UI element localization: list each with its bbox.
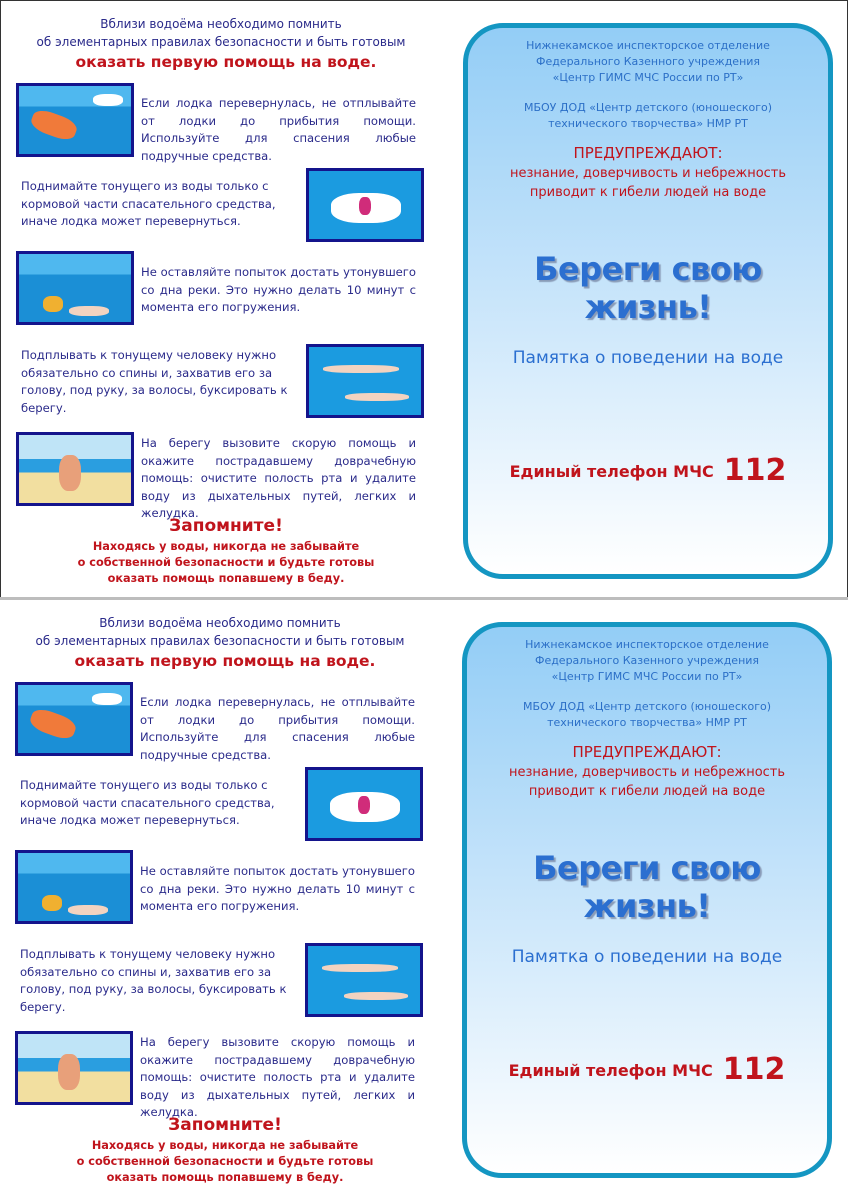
cover-panel (462, 622, 832, 1178)
phone-label: Единый телефон МЧС (509, 462, 714, 481)
warning-line-1: незнание, доверчивость и небрежность (508, 765, 786, 780)
underwater-search-illustration (16, 251, 134, 325)
item-text-2: Поднимайте тонущего из воды только с кормовой части спасательного средства, иначе лодка может перевернуться. (21, 179, 276, 228)
cover-panel (463, 23, 833, 579)
warning-title: ПРЕДУПРЕЖДАЮТ: (573, 144, 723, 162)
emergency-phone (468, 453, 828, 488)
boat-rescue-illustration (305, 767, 423, 841)
beach-first-aid-illustration (15, 1031, 133, 1105)
org2-line-2: технического творчества» НМР РТ (547, 716, 747, 729)
remember-title: Запомните! (168, 1115, 282, 1135)
org1-line-2: Федерального Казенного учреждения (535, 55, 761, 68)
item-text-1: Если лодка перевернулась, не отплывайте от лодки до прибытия помощи. Используйте для спасения любые подручные средства. (140, 695, 415, 762)
warning-line-2: приводит к гибели людей на воде (529, 185, 767, 200)
item-text-4: Подплывать к тонущему человеку нужно обязательно со спины и, захватив его за голову, под руку, за волосы, буксировать к берегу. (20, 947, 287, 1014)
intro-line-2: об элементарных правилах безопасности и быть готовым (35, 634, 405, 648)
cover-title: Береги свою жизнь! (533, 849, 761, 925)
item-text-4: Подплывать к тонущему человеку нужно обязательно со спины и, захватив его за голову, под руку, за волосы, буксировать к берегу. (21, 348, 288, 415)
org1-line-1: Нижнекамское инспекторское отделение (526, 39, 770, 52)
phone-number: 112 (722, 1052, 786, 1087)
cover-subtitle: Памятка о поведении на воде (511, 947, 783, 967)
phone-label: Единый телефон МЧС (508, 1061, 713, 1080)
remember-text (21, 539, 431, 587)
org2-line-1: МБОУ ДОД «Центр детского (юношеского) (523, 101, 773, 114)
beach-first-aid-illustration (16, 432, 134, 506)
org1-line-3: «Центр ГИМС МЧС России по РТ» (552, 71, 744, 84)
remember-line-1: Находясь у воды, никогда не забывайте (92, 540, 360, 553)
item-text-2: Поднимайте тонущего из воды только с кормовой части спасательного средства, иначе лодка может перевернуться. (20, 778, 275, 827)
capsized-boat-illustration (15, 682, 133, 756)
intro-line-2: об элементарных правилах безопасности и быть готовым (36, 35, 406, 49)
item-text-1: Если лодка перевернулась, не отплывайте от лодки до прибытия помощи. Используйте для спасения любые подручные средства. (141, 96, 416, 163)
item-text-5: На берегу вызовите скорую помощь и окажите пострадавшему доврачебную помощь: очистите полость рта и удалите воду из дыхательных путей, легких и желудка. (141, 436, 416, 520)
org1-line-2: Федерального Казенного учреждения (534, 654, 760, 667)
warning-line-2: приводит к гибели людей на воде (528, 784, 766, 799)
warning-title: ПРЕДУПРЕЖДАЮТ: (572, 743, 722, 761)
org1-line-1: Нижнекамское инспекторское отделение (525, 638, 769, 651)
emergency-phone (467, 1052, 827, 1087)
leaflet-copy-top (0, 0, 848, 598)
item-text-3: Не оставляйте попыток достать утонувшего со дна реки. Это нужно делать 10 минут с момента его погружения. (141, 265, 416, 314)
leaflet-copy-bottom (0, 600, 848, 1198)
capsized-boat-illustration (16, 83, 134, 157)
towing-swimmer-illustration (306, 344, 424, 418)
intro-line-1: Вблизи водоёма необходимо помнить (100, 17, 342, 31)
remember-line-1: Находясь у воды, никогда не забывайте (91, 1139, 359, 1152)
warning-line-1: незнание, доверчивость и небрежность (509, 166, 787, 181)
remember-line-3: оказать помощь попавшему в беду. (107, 572, 345, 585)
remember-text (20, 1138, 430, 1186)
org1-line-3: «Центр ГИМС МЧС России по РТ» (551, 670, 743, 683)
org2-line-2: технического творчества» НМР РТ (548, 117, 748, 130)
cover-title: Береги свою жизнь! (534, 250, 762, 326)
org2-line-1: МБОУ ДОД «Центр детского (юношеского) (522, 700, 772, 713)
phone-number: 112 (723, 453, 787, 488)
remember-line-2: о собственной безопасности и будьте готовы (77, 556, 375, 569)
remember-line-2: о собственной безопасности и будьте готовы (76, 1155, 374, 1168)
underwater-search-illustration (15, 850, 133, 924)
item-text-5: На берегу вызовите скорую помощь и окажите пострадавшему доврачебную помощь: очистите полость рта и удалите воду из дыхательных путей, легких и желудка. (140, 1035, 415, 1119)
intro-heading: оказать первую помощь на воде. (75, 53, 377, 71)
cover-subtitle: Памятка о поведении на воде (512, 348, 784, 368)
towing-swimmer-illustration (305, 943, 423, 1017)
intro-heading: оказать первую помощь на воде. (74, 652, 376, 670)
item-text-3: Не оставляйте попыток достать утонувшего со дна реки. Это нужно делать 10 минут с момента его погружения. (140, 864, 415, 913)
remember-line-3: оказать помощь попавшему в беду. (106, 1171, 344, 1184)
intro-line-1: Вблизи водоёма необходимо помнить (99, 616, 341, 630)
boat-rescue-illustration (306, 168, 424, 242)
remember-title: Запомните! (169, 516, 283, 536)
